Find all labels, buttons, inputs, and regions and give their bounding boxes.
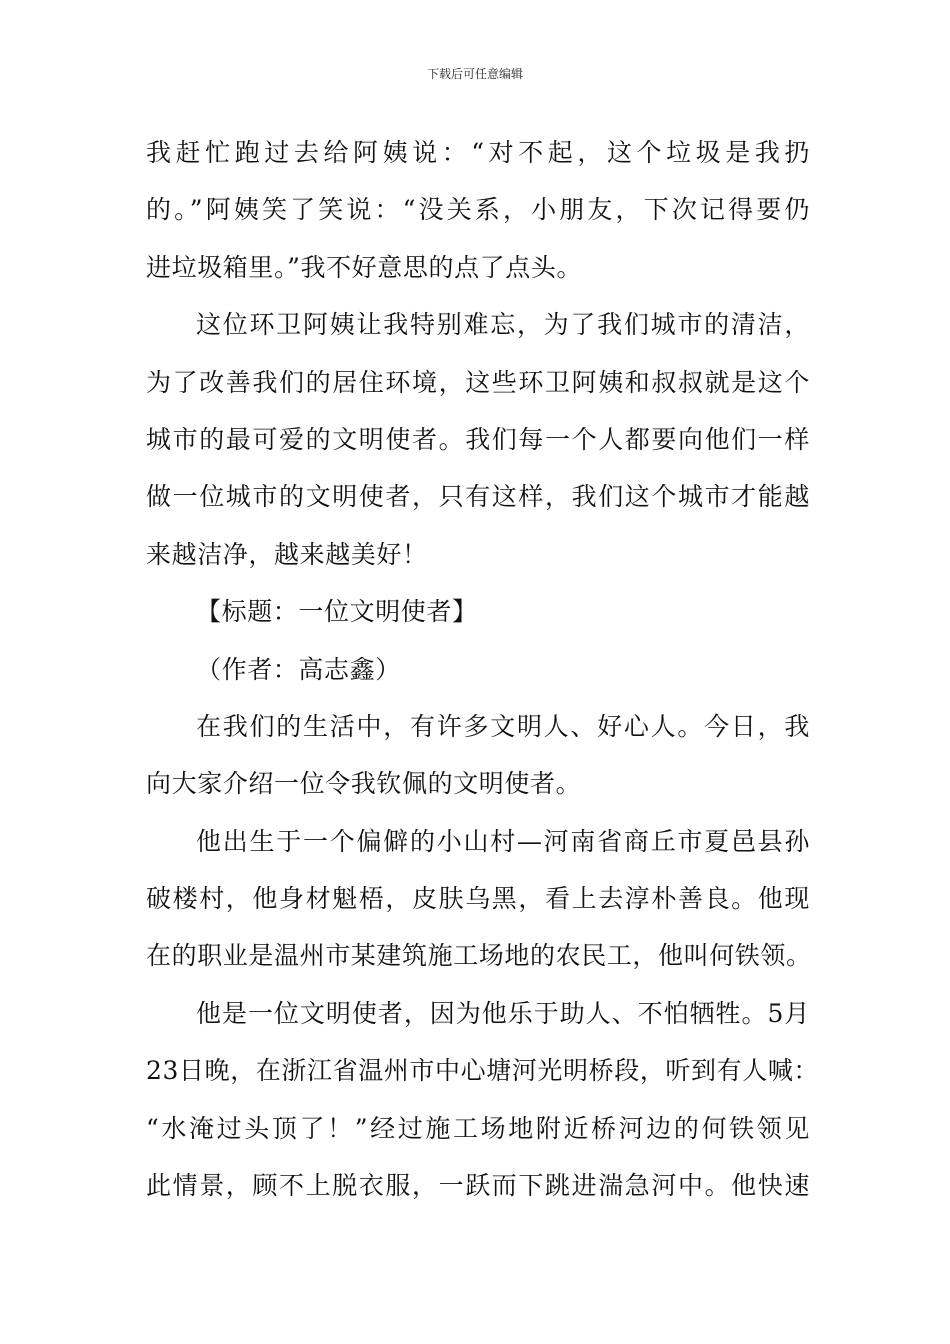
text-line: 这位环卫阿姨让我特别难忘，为了我们城市的清洁， bbox=[196, 310, 810, 340]
text-line: 的。”阿姨笑了笑说：“没关系，小朋友，下次记得要仍 bbox=[146, 195, 810, 225]
article-title: 【标题：一位文明使者】 bbox=[196, 597, 478, 627]
text-line: 他是一位文明使者，因为他乐于助人、不怕牺牲。5月 bbox=[196, 998, 810, 1028]
text-line: 23日晚，在浙江省温州市中心塘河光明桥段，听到有人喊： bbox=[146, 1056, 820, 1086]
text-line: 在我们的生活中，有许多文明人、好心人。今日，我 bbox=[196, 711, 810, 741]
text-line: 此情景，顾不上脱衣服，一跃而下跳进湍急河中。他快速 bbox=[146, 1171, 810, 1201]
text-line: 我赶忙跑过去给阿姨说：“对不起，这个垃圾是我扔 bbox=[146, 138, 810, 167]
text-line: 在的职业是温州市某建筑施工场地的农民工，他叫何铁领。 bbox=[146, 941, 812, 971]
text-line: 为了改善我们的居住环境，这些环卫阿姨和叔叔就是这个 bbox=[146, 367, 810, 397]
text-line: “水淹过头顶了！”经过施工场地附近桥河边的何铁领见 bbox=[146, 1113, 810, 1143]
text-line: 他出生于一个偏僻的小山村—河南省商丘市夏邑县孙 bbox=[196, 826, 810, 856]
text-line: 做一位城市的文明使者，只有这样，我们这个城市才能越 bbox=[146, 482, 810, 512]
text-line: 进垃圾箱里。”我不好意思的点了点头。 bbox=[146, 252, 583, 282]
text-line: 向大家介绍一位令我钦佩的文明使者。 bbox=[146, 769, 582, 799]
article-author: （作者：高志鑫） bbox=[196, 654, 401, 684]
page-header-note: 下载后可任意编辑 bbox=[426, 67, 523, 81]
text-line: 城市的最可爱的文明使者。我们每一个人都要向他们一样 bbox=[146, 424, 810, 454]
body-text bbox=[146, 124, 820, 1214]
text-line: 破楼村，他身材魁梧，皮肤乌黑，看上去淳朴善良。他现 bbox=[146, 884, 810, 914]
text-line: 来越洁净，越来越美好！ bbox=[146, 539, 428, 569]
